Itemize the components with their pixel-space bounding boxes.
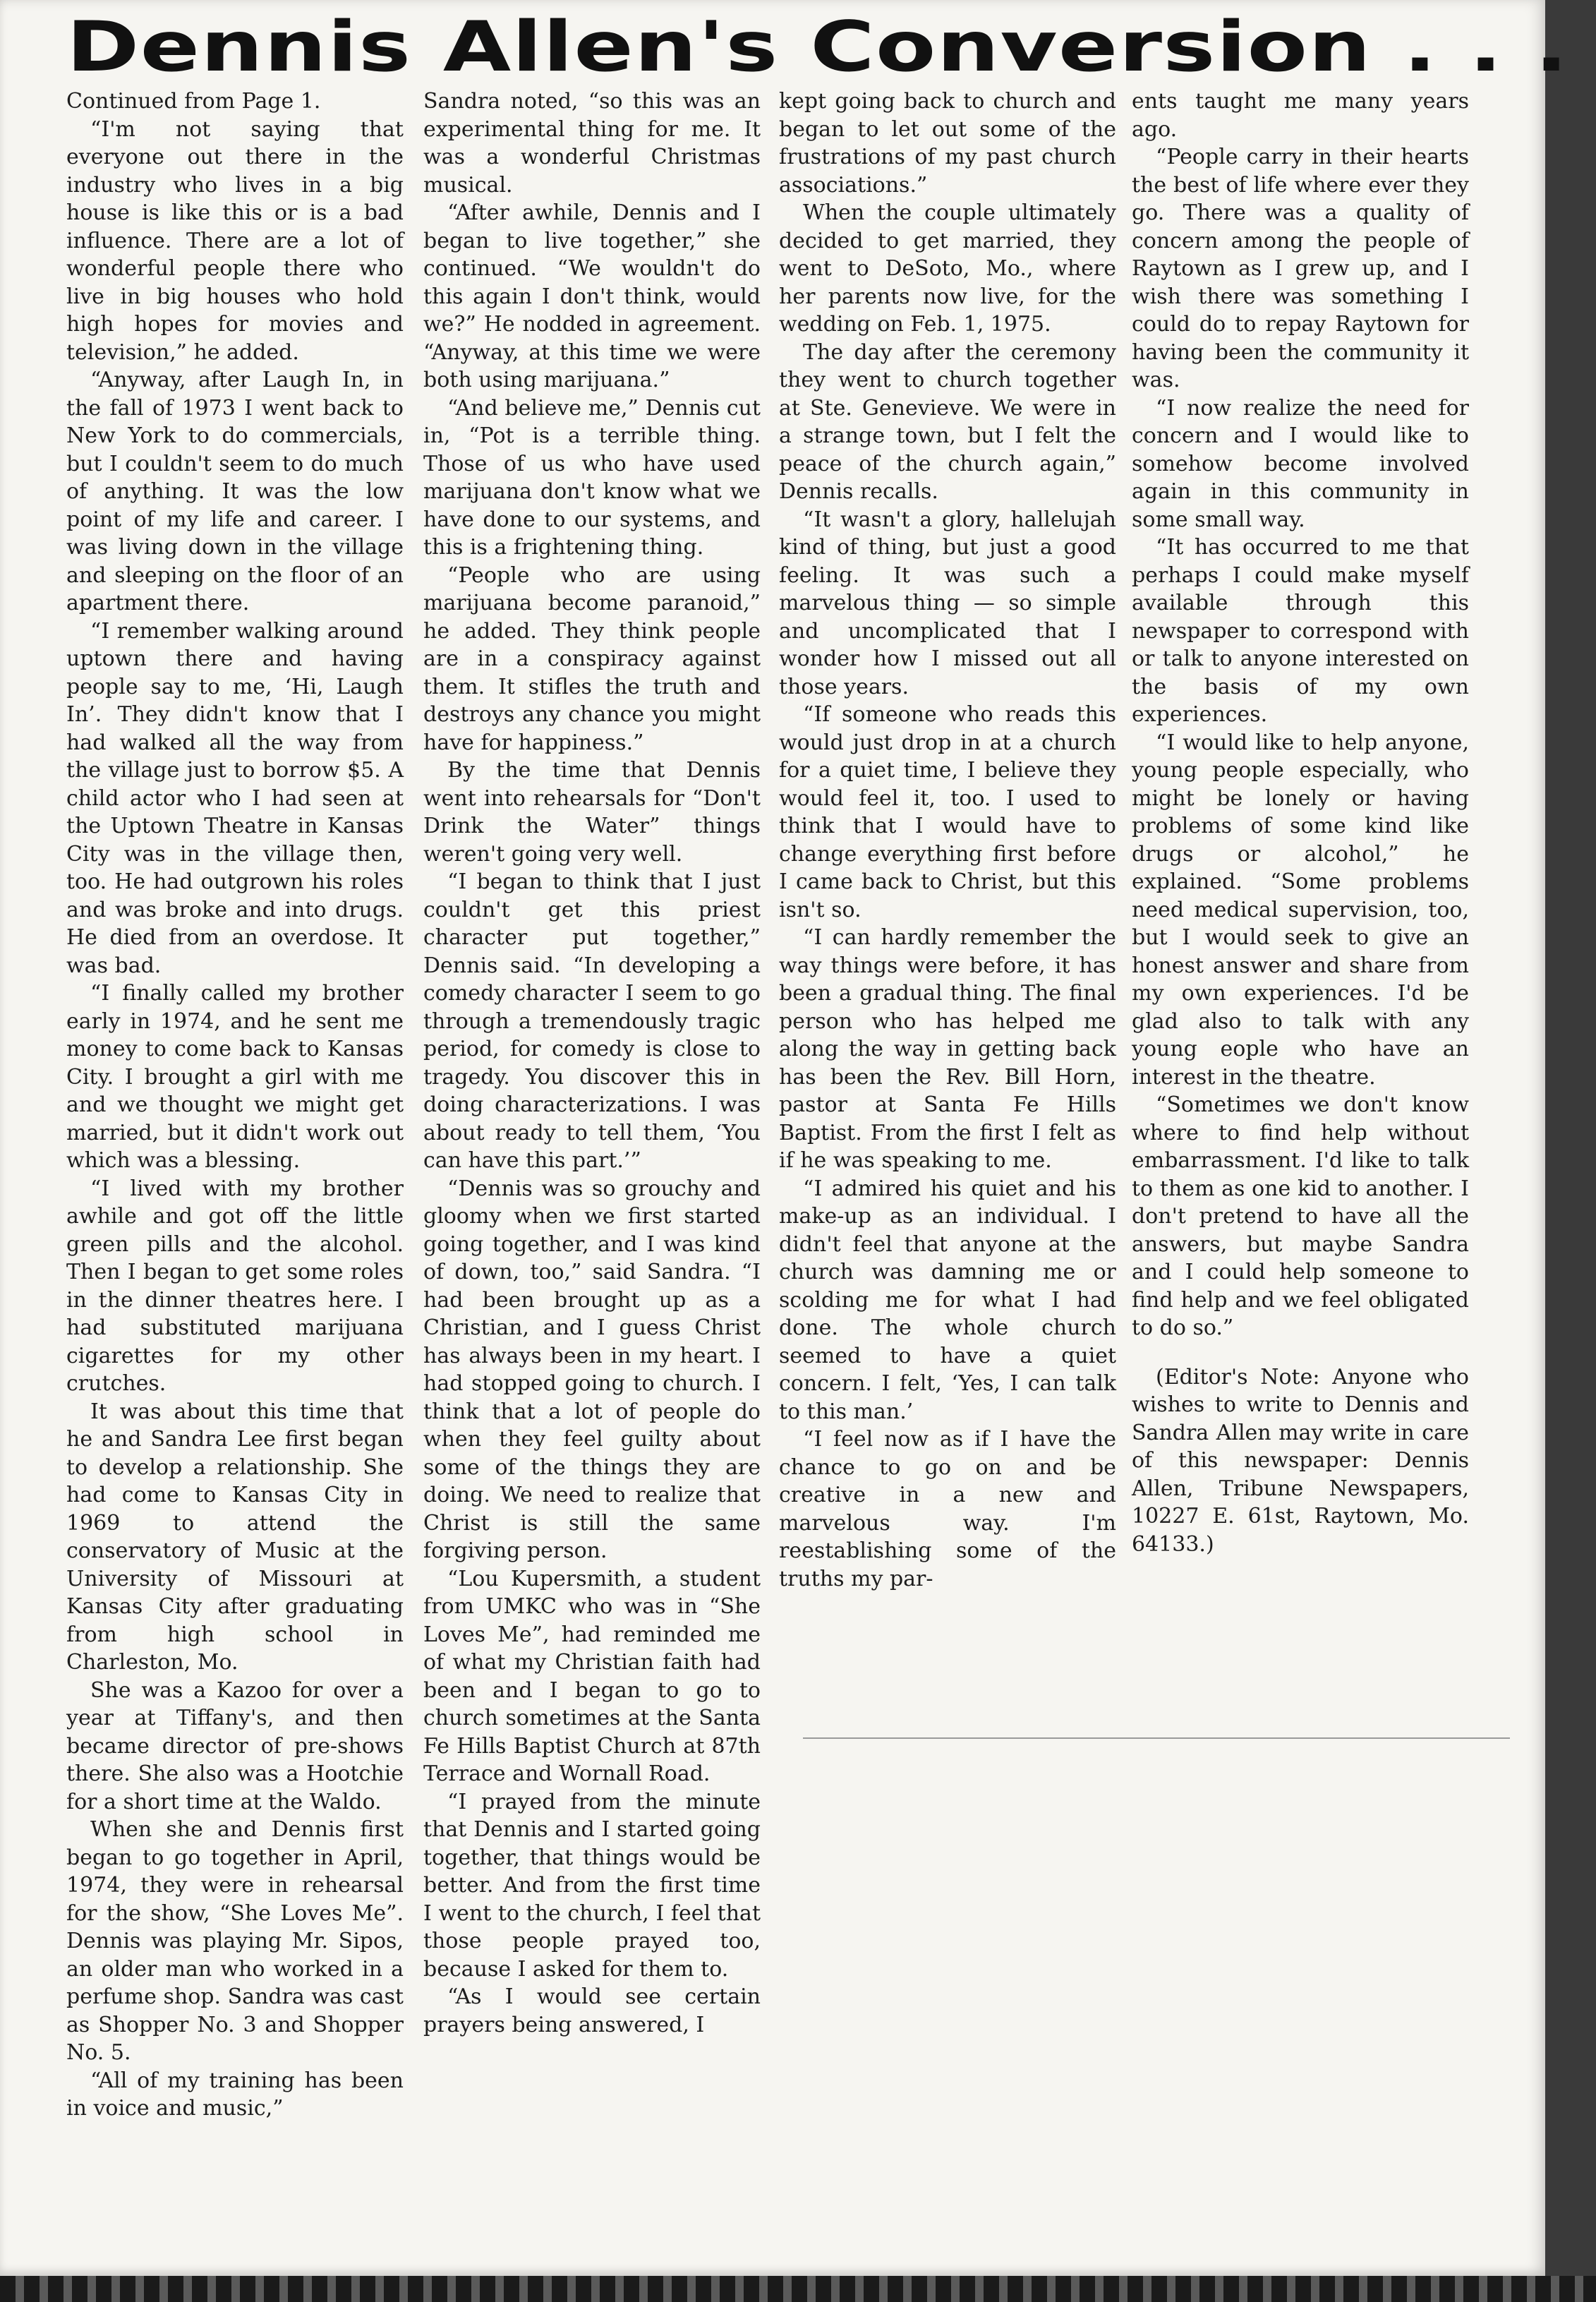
- paragraph: Sandra noted, “so this was an experimental thing for me. It was a wonderful Christmas musical.: [423, 89, 761, 198]
- paragraph: kept going back to church and began to let out some of the frustrations of my past church associations.”: [779, 89, 1116, 198]
- paragraph: “Sometimes we don't know where to find help without embarrassment. I'd like to talk to them as one kid to another. I don't pretend to have all the answers, but maybe Sandra and I could help someone to find help and we feel obligated to do so.”: [1132, 1092, 1469, 1340]
- paragraph: “I can hardly remember the way things were before, it has been a gradual thing. The final person who has helped me along the way in getting back has been the Rev. Bill Horn, pastor at Santa Fe Hills Baptist. From the first I felt as if he was speaking to me.: [779, 925, 1116, 1173]
- paragraph: ents taught me many years ago.: [1132, 89, 1469, 142]
- headline: Dennis Allen's Conversion . . .: [66, 7, 1569, 88]
- paragraph: “I would like to help anyone, young people especially, who might be lonely or having problems of some kind like drugs or alcohol,” he explained. “Some problems need medical supervision, too, but I would seek to give an honest answer and share from my own experiences. I'd be glad also to talk with any young eople who have an interest in the theatre.: [1132, 730, 1469, 1090]
- paragraph: “I began to think that I just couldn't get this priest character put together,” Dennis said. “In developing a comedy character I seem to go through a tremendously tragic period, for comedy is close to tragedy. You discover this in doing characterizations. I was about ready to tell them, ‘You can have this part.’”: [423, 869, 761, 1173]
- article-column-1: [66, 88, 404, 2123]
- paragraph: “I lived with my brother awhile and got off the little green pills and the alcohol. Then I began to get some roles in the dinner theatres here. I had substituted marijuana cigarettes for my other crutches.: [66, 1176, 404, 1396]
- paragraph: “People carry in their hearts the best of life where ever they go. There was a quality of concern among the people of Raytown as I grew up, and I wish there was something I could do to repay Raytown for having been the community it was.: [1132, 145, 1469, 392]
- article-column-3: [779, 88, 1116, 1593]
- scan-edge-strip: [0, 2276, 1596, 2302]
- article-column-4: [1132, 88, 1469, 1558]
- paragraph: “People who are using marijuana become paranoid,” he added. They think people are in a conspiracy against them. It stifles the truth and destroys any chance you might have for happiness.”: [423, 562, 761, 755]
- paragraph: “Dennis was so grouchy and gloomy when we first started going together, and I was kind of down, too,” said Sandra. “I had been brought up as a Christian, and I guess Christ has always been in my heart. I had stopped going to church. I think that a lot of people do when they feel guilty about some of the things they are doing. We need to realize that Christ is still the same forgiving person.: [423, 1176, 761, 1563]
- paragraph: “I feel now as if I have the chance to go on and be creative in a new and marvelous way. I'm reestablishing some of the truths my par-: [779, 1427, 1116, 1591]
- paragraph: “All of my training has been in voice and music,”: [66, 2068, 404, 2121]
- paragraph: The day after the ceremony they went to church together at Ste. Genevieve. We were in a strange town, but I felt the peace of the church again,” Dennis recalls.: [779, 339, 1116, 504]
- paragraph: “If someone who reads this would just drop in at a church for a quiet time, I believe they would feel it, too. I used to think that I would have to change everything first before I came back to Christ, but this isn't so.: [779, 702, 1116, 922]
- article-column-2: [423, 88, 761, 2039]
- paragraph: “It has occurred to me that perhaps I could make myself available through this newspaper to correspond with or talk to anyone interested on the basis of my own experiences.: [1132, 535, 1469, 727]
- paragraph: By the time that Dennis went into rehearsals for “Don't Drink the Water” things weren't going very well.: [423, 758, 761, 867]
- paragraph: “I admired his quiet and his make-up as an individual. I didn't feel that anyone at the church was damning me or scolding me for what I had done. The whole church seemed to have a quiet concern. I felt, ‘Yes, I can talk to this man.’: [779, 1176, 1116, 1424]
- column-divider-rule: [803, 1737, 1510, 1739]
- paragraph: When she and Dennis first began to go together in April, 1974, they were in rehearsal for the show, “She Loves Me”. Dennis was playing Mr. Sipos, an older man who worked in a perfume shop. Sandra was cast as Shopper No. 3 and Shopper No. 5.: [66, 1817, 404, 2065]
- paragraph: “I finally called my brother early in 1974, and he sent me money to come back to Kansas City. I brought a girl with me and we thought we might get married, but it didn't work out which was a blessing.: [66, 981, 404, 1173]
- paragraph: “I'm not saying that everyone out there in the industry who lives in a big house is like this or is a bad influence. There are a lot of wonderful people there who live in big houses who hold high hopes for movies and television,” he added.: [66, 116, 404, 365]
- paragraph: “Lou Kupersmith, a student from UMKC who was in “She Loves Me”, had reminded me of what my Christian faith had been and I began to go to church sometimes at the Santa Fe Hills Baptist Church at 87th Terrace and Wornall Road.: [423, 1566, 761, 1786]
- paragraph: “Anyway, after Laugh In, in the fall of 1973 I went back to New York to do commercials, but I couldn't seem to do much of anything. It was the low point of my life and career. I was living down in the village and sleeping on the floor of an apartment there.: [66, 368, 404, 615]
- paragraph: She was a Kazoo for over a year at Tiffany's, and then became director of pre-shows there. She also was a Hootchie for a short time at the Waldo.: [66, 1677, 404, 1814]
- paragraph: “As I would see certain prayers being answered, I: [423, 1984, 761, 2037]
- paragraph: “And believe me,” Dennis cut in, “Pot is a terrible thing. Those of us who have used marijuana don't know what we have done to our systems, and this is a frightening thing.: [423, 395, 761, 560]
- continued-note: Continued from Page 1.: [66, 89, 321, 114]
- paragraph: “It wasn't a glory, hallelujah kind of thing, but just a good feeling. It was such a marvelous thing — so simple and uncomplicated that I wonder how I missed out all those years.: [779, 507, 1116, 699]
- paragraph: “I prayed from the minute that Dennis and I started going together, that things would be better. And from the first time I went to the church, I feel that those people prayed too, because I asked for them to.: [423, 1789, 761, 1982]
- paragraph: “After awhile, Dennis and I began to live together,” she continued. “We wouldn't do this again I don't think, would we?” He nodded in agreement. “Anyway, at this time we were both using marijuana.”: [423, 200, 761, 392]
- paragraph: “I remember walking around uptown there and having people say to me, ‘Hi, Laugh In’. They didn't know that I had walked all the way from the village just to borrow $5. A child actor who I had seen at the Uptown Theatre in Kansas City was in the village then, too. He had outgrown his roles and was broke and into drugs. He died from an overdose. It was bad.: [66, 618, 404, 978]
- paragraph: It was about this time that he and Sandra Lee first began to develop a relationship. She had come to Kansas City in 1969 to attend the conservatory of Music at the University of Missouri at Kansas City after graduating from high school in Charleston, Mo.: [66, 1399, 404, 1675]
- paragraph: When the couple ultimately decided to get married, they went to DeSoto, Mo., where her parents now live, for the wedding on Feb. 1, 1975.: [779, 200, 1116, 337]
- editors-note: (Editor's Note: Anyone who wishes to write to Dennis and Sandra Allen may write in care of this newspaper: Dennis Allen, Tribune Newspapers, 10227 E. 61st, Raytown, Mo. 64133.): [1132, 1364, 1469, 1557]
- paragraph: “I now realize the need for concern and I would like to somehow become involved again in this community in some small way.: [1132, 395, 1469, 532]
